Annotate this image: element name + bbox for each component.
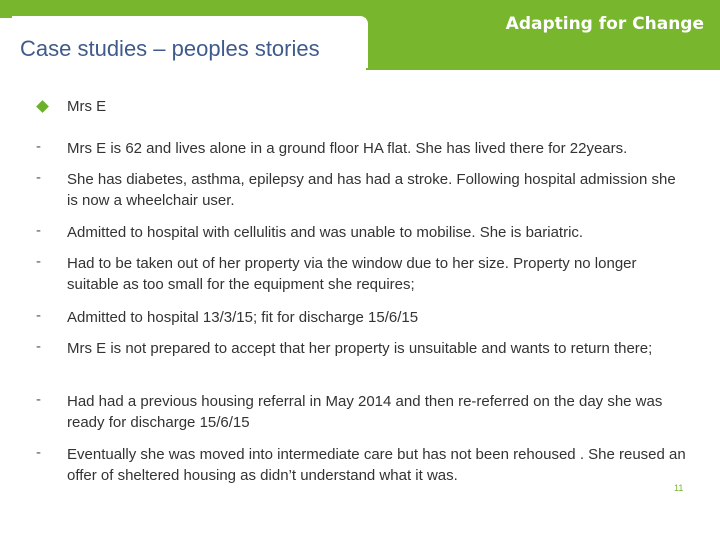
- header-green-band: [366, 0, 720, 70]
- list-item-text: Admitted to hospital 13/3/15; fit for discharge 15/6/15: [67, 309, 419, 326]
- dash-bullet: -: [36, 391, 41, 408]
- list-item-text: Mrs E is 62 and lives alone in a ground floor HA flat. She has lived there for 22years.: [67, 140, 628, 157]
- dash-bullet: -: [36, 222, 41, 239]
- list-item-text: She has diabetes, asthma, epilepsy and has had a stroke. Following hospital admission she is now a wheelchair user.: [67, 171, 676, 209]
- page-number: 11: [674, 483, 684, 493]
- dash-bullet: -: [36, 138, 41, 155]
- case-heading: Mrs E: [67, 98, 107, 115]
- dash-bullet: -: [36, 444, 41, 461]
- list-item-text: Had to be taken out of her property via the window due to her size. Property no longer suitable as too small for the equipment she requires;: [67, 255, 637, 293]
- diamond-bullet-icon: [36, 100, 49, 113]
- list-item-text: Admitted to hospital with cellulitis and was unable to mobilise. She is bariatric.: [67, 224, 584, 241]
- slide-header: [0, 0, 720, 72]
- brand-logo-text: Adapting for Change: [505, 14, 704, 34]
- dash-bullet: -: [36, 338, 41, 355]
- list-item-text: Eventually she was moved into intermediate care but has not been rehoused . She reused an offer of sheltered housing as didn’t understand what it was.: [67, 446, 686, 484]
- dash-bullet: -: [36, 253, 41, 270]
- dash-bullet: -: [36, 169, 41, 186]
- list-item-text: Mrs E is not prepared to accept that her property is unsuitable and wants to return there;: [67, 340, 653, 357]
- list-item-text: Had had a previous housing referral in May 2014 and then re-referred on the day she was ready for discharge 15/6/15: [67, 393, 663, 431]
- dash-bullet: -: [36, 307, 41, 324]
- page-title: Case studies – peoples stories: [20, 36, 320, 61]
